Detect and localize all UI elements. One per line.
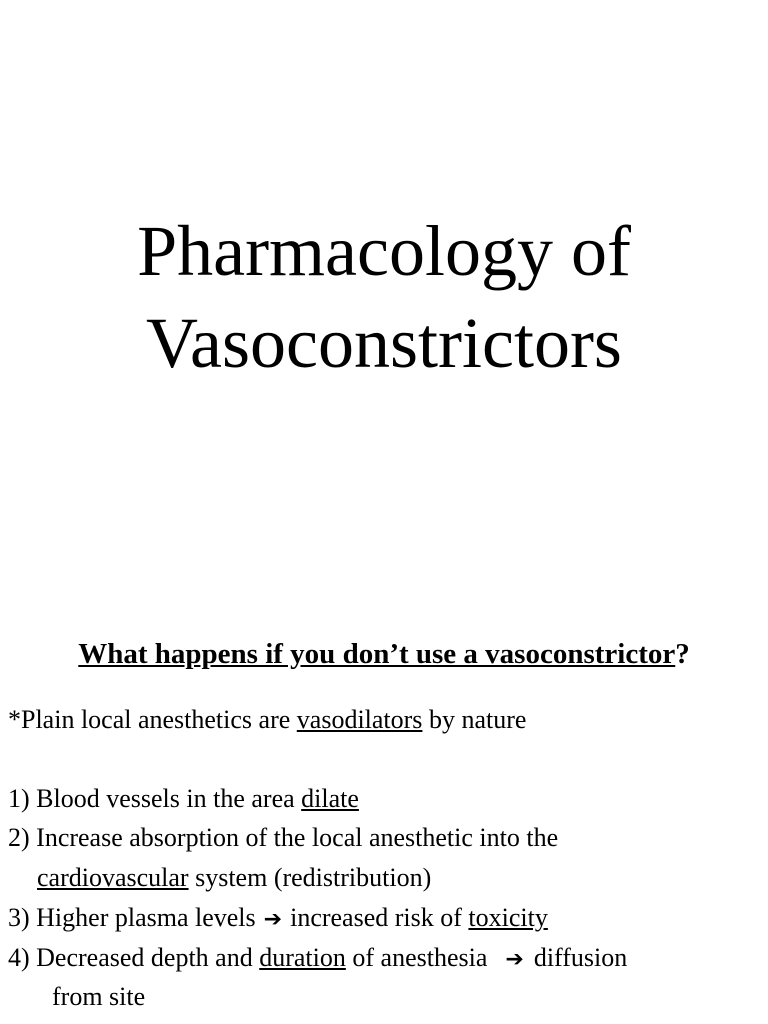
item4-underlined-term: duration	[259, 943, 346, 972]
arrow-right-icon: ➔	[505, 947, 524, 972]
arrow-right-icon: ➔	[263, 907, 283, 932]
list-item-2-line-1	[8, 818, 558, 858]
list-item-4-line-2	[52, 977, 145, 1017]
item3-text-before: 3) Higher plasma levels	[8, 903, 256, 932]
item4-line2-text: from site	[52, 982, 146, 1011]
item4-text-after: diffusion	[533, 943, 628, 972]
item2-underlined-term: cardiovascular	[37, 863, 189, 892]
list-item-4-line-1	[8, 938, 627, 980]
intro-text-after: by nature	[422, 705, 527, 734]
slide-title-line-2: Vasoconstrictors	[146, 303, 622, 383]
list-item-1	[8, 779, 359, 819]
intro-text-before: *Plain local anesthetics are	[8, 705, 297, 734]
slide-title-line-1: Pharmacology of	[137, 211, 631, 291]
item2-line2-text: system (redistribution)	[188, 863, 432, 892]
section-heading	[0, 634, 768, 674]
item3-text-middle: increased risk of	[290, 903, 469, 932]
item3-underlined-term: toxicity	[468, 903, 548, 932]
item1-text: 1) Blood vessels in the area	[8, 784, 302, 813]
intro-line	[8, 700, 526, 740]
item4-text-before: 4) Decreased depth and	[8, 943, 260, 972]
list-item-2-line-2	[37, 858, 431, 898]
item1-underlined-term: dilate	[301, 784, 359, 813]
slide-title	[0, 205, 768, 389]
section-heading-question-mark: ?	[675, 638, 690, 670]
item2-line1-text: 2) Increase absorption of the local anesthetic into the	[8, 823, 559, 852]
section-heading-underlined: What happens if you don’t use a vasoconstrictor	[78, 638, 676, 670]
list-item-3	[8, 898, 548, 940]
intro-underlined-term: vasodilators	[296, 705, 423, 734]
item4-text-middle: of anesthesia	[345, 943, 488, 972]
